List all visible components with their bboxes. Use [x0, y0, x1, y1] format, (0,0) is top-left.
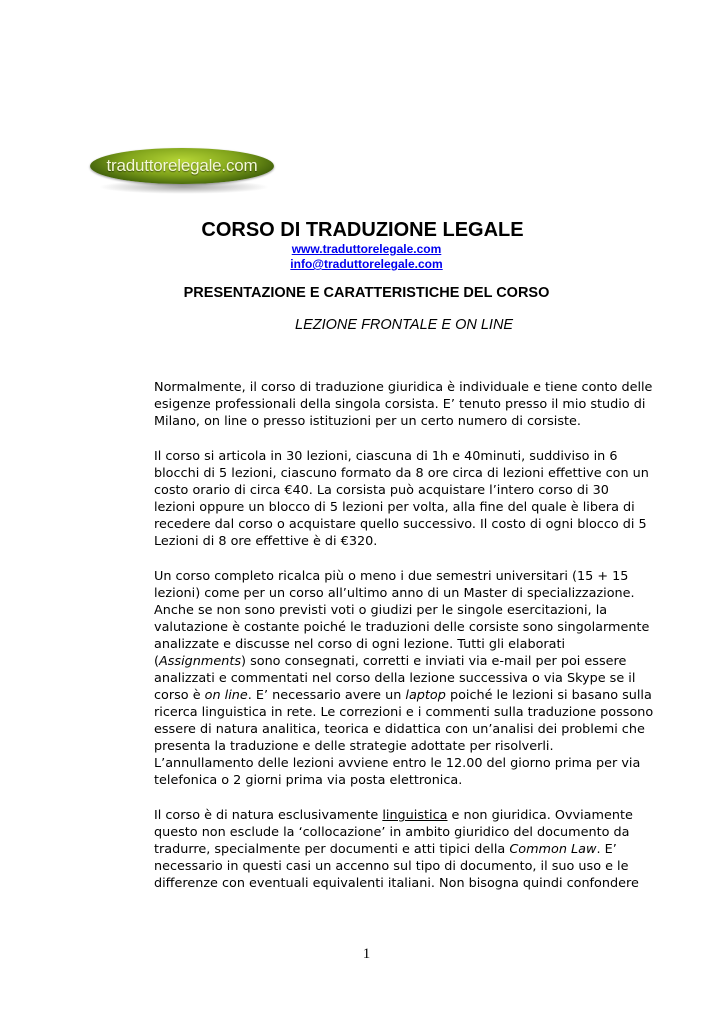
text-run: e non giuridica. Ovviamente questo non esclude la ‘collocazione’ in ambito giuridico del documento da tradurre, specialmente per documenti e atti tipici della [154, 808, 633, 857]
italic-run: on line [204, 688, 248, 703]
text-run: Il corso è di natura esclusivamente [154, 808, 383, 823]
text-run: ) sono consegnati, corretti e inviati via e-mail per poi essere analizzati e commentati nel corso della lezione successiva o via Skype se il corso è [154, 654, 636, 703]
paragraph-4 [154, 807, 654, 892]
logo [88, 146, 278, 196]
paragraph-2: Il corso si articola in 30 lezioni, ciascuna di 1h e 40minuti, suddiviso in 6 blocchi di 5 lezioni, ciascuno formato da 8 ore circa di lezioni effettive con un costo orario di circa €40. La corsista può acquistare l’intero corso di 30 lezioni oppure un blocco di 5 lezioni per volta, alla fine del quale è libera di recedere dal corso o acquistare quello successivo. Il costo di ogni blocco di 5 Lezioni di 8 ore effettive è di €320. [154, 449, 649, 549]
logo-text: traduttorelegale.com [106, 156, 258, 175]
italic-run: Assignments [159, 654, 242, 669]
underlined-run: linguistica [382, 808, 448, 823]
section-heading: PRESENTAZIONE E CARATTERISTICHE DEL CORSO [183, 285, 550, 301]
document-body [154, 379, 654, 910]
email-link[interactable]: info@traduttorelegale.com [290, 257, 443, 271]
document-title: CORSO DI TRADUZIONE LEGALE [201, 219, 524, 241]
logo-badge [90, 148, 274, 184]
text-run: Un corso completo ricalca più o meno i due semestri universitari (15 + 15 lezioni) come per un corso all’ultimo anno di un Master di specializzazione. Anche se non sono previsti voti o giudizi per le singole esercitazioni, la valutazione è costante poiché le traduzioni delle corsiste sono singolarmente analizzate e discusse nel corso di ogni lezione. Tutti gli elaborati ( [154, 569, 650, 669]
page-number: 1 [362, 946, 371, 962]
text-run: poiché le lezioni si basano sulla ricerca linguistica in rete. Le correzioni e i commenti sulla traduzione possono essere di natura analitica, teorica e didattica con un’analisi dei problemi che presenta la traduzione e delle strategie adottate per risolverli. L’annullamento delle lezioni avviene entro le 12.00 del giorno prima per via telefonica o 2 giorni prima via posta elettronica. [154, 688, 654, 788]
text-run: . E’ necessario in questi casi un accenno sul tipo di documento, il suo uso e le differenze con eventuali equivalenti italiani. Non bisogna quindi confondere [154, 842, 639, 891]
website-link[interactable]: www.traduttorelegale.com [291, 242, 442, 256]
paragraph-1: Normalmente, il corso di traduzione giuridica è individuale e tiene conto delle esigenze professionali della singola corsista. E’ tenuto presso il mio studio di Milano, on line o presso istituzioni per un certo numero di corsiste. [154, 380, 653, 429]
italic-run: Common Law [509, 842, 597, 857]
italic-run: laptop [405, 688, 446, 703]
text-run: . E’ necessario avere un [247, 688, 406, 703]
paragraph-3 [154, 568, 654, 789]
course-mode-line: LEZIONE FRONTALE E ON LINE [295, 317, 514, 333]
